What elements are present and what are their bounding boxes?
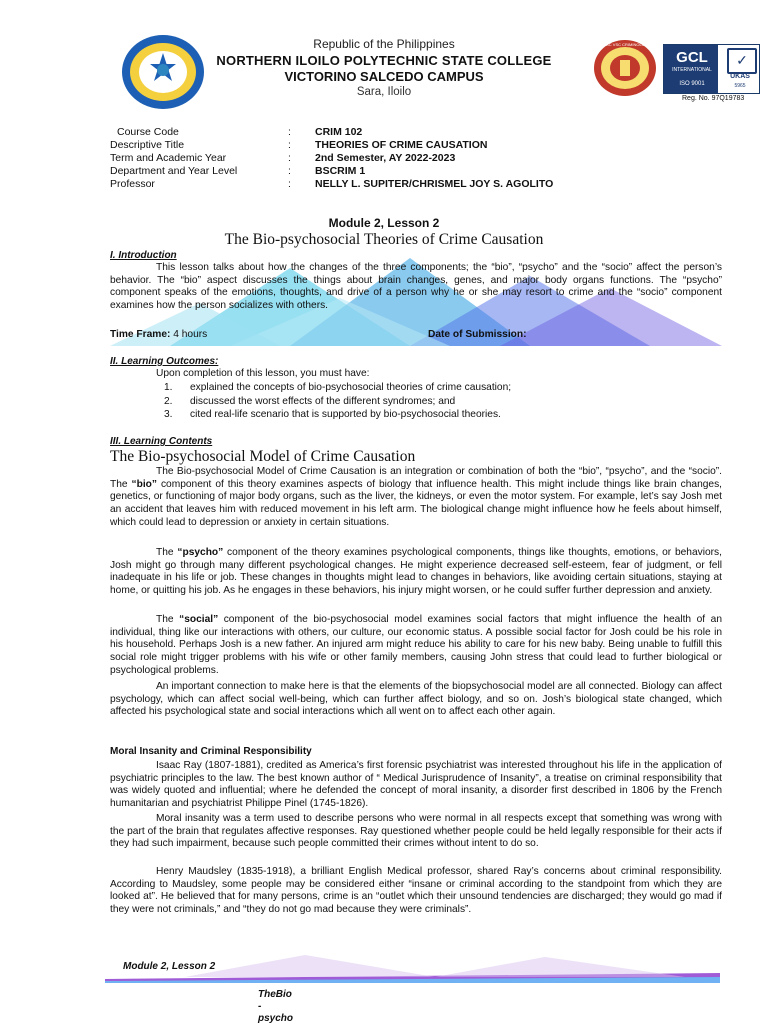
info-key: Descriptive Title (110, 139, 185, 151)
info-colon: : (288, 139, 291, 151)
tail-text-2: - (258, 1001, 262, 1012)
contents-paragraph-2: The “psycho” component of the theory examines psychological components, things like thoughts, emotions, or behaviors, Josh might go through many different psychological changes. He might experience decreased self-esteem, fear of judgment, or fell inadequate in his life or job. These changes in thoughts might lead to changes in behaviors, like avoiding certain situations, staying at home, or quitting his job. As he engages in these behaviors, his injury might worsen, or he could suffer further depression and anxiety. (110, 547, 722, 597)
time-frame-label: Time Frame: (110, 329, 171, 340)
ukas-label: UKAS (730, 73, 750, 80)
info-colon: : (288, 165, 291, 177)
info-value: 2nd Semester, AY 2022-2023 (315, 152, 456, 164)
info-colon: : (288, 152, 291, 164)
campus-location: Sara, Iloilo (356, 86, 412, 98)
tail-text-3: psycho (258, 1013, 294, 1024)
info-key: Department and Year Level (110, 165, 238, 177)
moral-paragraph-1: Isaac Ray (1807-1881), credited as America’s first forensic psychiatrist was interested throughout his life in the application of psychiatric principles to the law. The best known author of “ Medical Jurisprudence of Insanity”, a treatise on criminal responsibility that was widely quoted and influential; where he defended the concept of moral insanity, a disorder first described in 1806 by the French humanitarian and psychiatrist Philippe Pinel (1745-1826). (110, 760, 722, 810)
intro-text: This lesson talks about how the changes of the three components; the “bio”, “psycho” and the “socio” affect the person’s behavior. The “bio” aspect discusses the things about brain changes, genes, and major body organs functions. The “psycho” component speaks of the emotions, thoughts, and drive of a person why he or she may resort to crime and the “socio” component examines how the person socializes with others. (110, 262, 722, 312)
outcomes-heading: II. Learning Outcomes: (110, 356, 219, 367)
criminology-logo-label: NIPSC VSC CRIMINOLOGY (599, 42, 651, 47)
gcl-brand: GCL (676, 49, 708, 66)
module-title: Module 2, Lesson 2 (328, 216, 440, 230)
campus-name: VICTORINO SALCEDO CAMPUS (284, 69, 484, 84)
info-key: Term and Academic Year (110, 152, 227, 164)
list-item: 1. explained the concepts of bio-psychosocial theories of crime causation; (164, 382, 512, 393)
info-colon: : (288, 126, 291, 138)
list-item: 3. cited real-life scenario that is supported by bio-psychosocial theories. (164, 409, 501, 420)
info-value: BSCRIM 1 (315, 165, 366, 177)
contents-title: The Bio-psychosocial Model of Crime Causation (110, 448, 416, 465)
college-name: NORTHERN ILOILO POLYTECHNIC STATE COLLEGE (216, 53, 552, 68)
ukas-crown-icon: ✓ (727, 48, 757, 74)
contents-paragraph-3: The “social” component of the bio-psychosocial model examines social factors that might influence the health of an individual, thing like our interactions with others, our culture, our economic status. A possible social factor for Josh could be his role in his household. Perhaps Josh is a new father. An injured arm might reduce his ability to care for his new baby. Being unable to fulfill this social role might trigger problems with his wife or other family members, causing John stress that could lead to further biological or psychological problems. (110, 614, 722, 676)
moral-paragraph-2: Moral insanity was a term used to describe persons who were normal in all respects except that something was wrong with the part of the brain that regulates affective responses. Ray questioned whether people could be held legally responsible for their acts if they had such impairment, because such people committed their crimes without intent to do so. (110, 813, 722, 850)
contents-paragraph-1: The Bio-psychosocial Model of Crime Causation is an integration or combination of both the “bio”, “psycho”, and the “socio”. The “bio” component of this theory examines aspects of biology that influence health. This might include things like brain changes, genetics, or functioning of major body organs, such as the liver, the kidneys, or even the motor system. For example, let’s say Josh met an accident that leaves him with reduced movement in his left arm. The biological change might influence how he feels about himself, which could lead to depression or anxiety in certain situations. (110, 466, 723, 528)
ukas-number: 5965 (734, 83, 746, 89)
iso-label: ISO 9001 (679, 81, 705, 87)
info-value: CRIM 102 (315, 126, 363, 138)
outcomes-list (160, 381, 511, 422)
registration-number: Reg. No. 97Q19783 (682, 95, 745, 102)
moral-heading: Moral Insanity and Criminal Responsibility (110, 746, 312, 757)
info-value: NELLY L. SUPITER/CHRISMEL JOY S. AGOLITO (315, 178, 554, 190)
contents-paragraph-4: An important connection to make here is that the elements of the biopsychosocial model are all connected. Biology can affect psychology, which can affect social well-being, which can further affect biology, and so on. Josh’s biological state changed, which affected his psychological state and social interactions which all went on to affect each other again. (110, 681, 722, 718)
intro-heading: I. Introduction (110, 250, 177, 261)
submission-label: Date of Submission: (428, 329, 527, 340)
outcomes-lead: Upon completion of this lesson, you must have: (156, 368, 370, 379)
tail-text-1: TheBio (258, 989, 292, 1000)
info-colon: : (288, 178, 291, 190)
time-frame-value: 4 hours (170, 329, 208, 340)
republic-line: Republic of the Philippines (313, 37, 455, 51)
info-value: THEORIES OF CRIME CAUSATION (315, 139, 488, 151)
info-key: Professor (110, 178, 155, 190)
gcl-sub: INTERNATIONAL (672, 67, 712, 73)
lesson-title: The Bio-psychosocial Theories of Crime Causation (224, 231, 544, 248)
footer-module-label: Module 2, Lesson 2 (123, 961, 216, 972)
list-item: 2. discussed the worst effects of the different syndromes; and (164, 395, 456, 407)
moral-paragraph-3: Henry Maudsley (1835-1918), a brilliant English Medical professor, shared Ray’s concerns about criminal responsibility. According to Maudsley, some people may be considered either “insane or criminal according to the standpoint from which they are looked at”. He believed that for many persons, crime is an “outlet which their unsound tendencies are discharged; they would go mad if they were not criminals,” and “they do not go mad because they were criminals”. (110, 866, 722, 916)
info-key: Course Code (117, 126, 179, 138)
time-frame (110, 329, 207, 340)
contents-heading: III. Learning Contents (110, 436, 213, 447)
